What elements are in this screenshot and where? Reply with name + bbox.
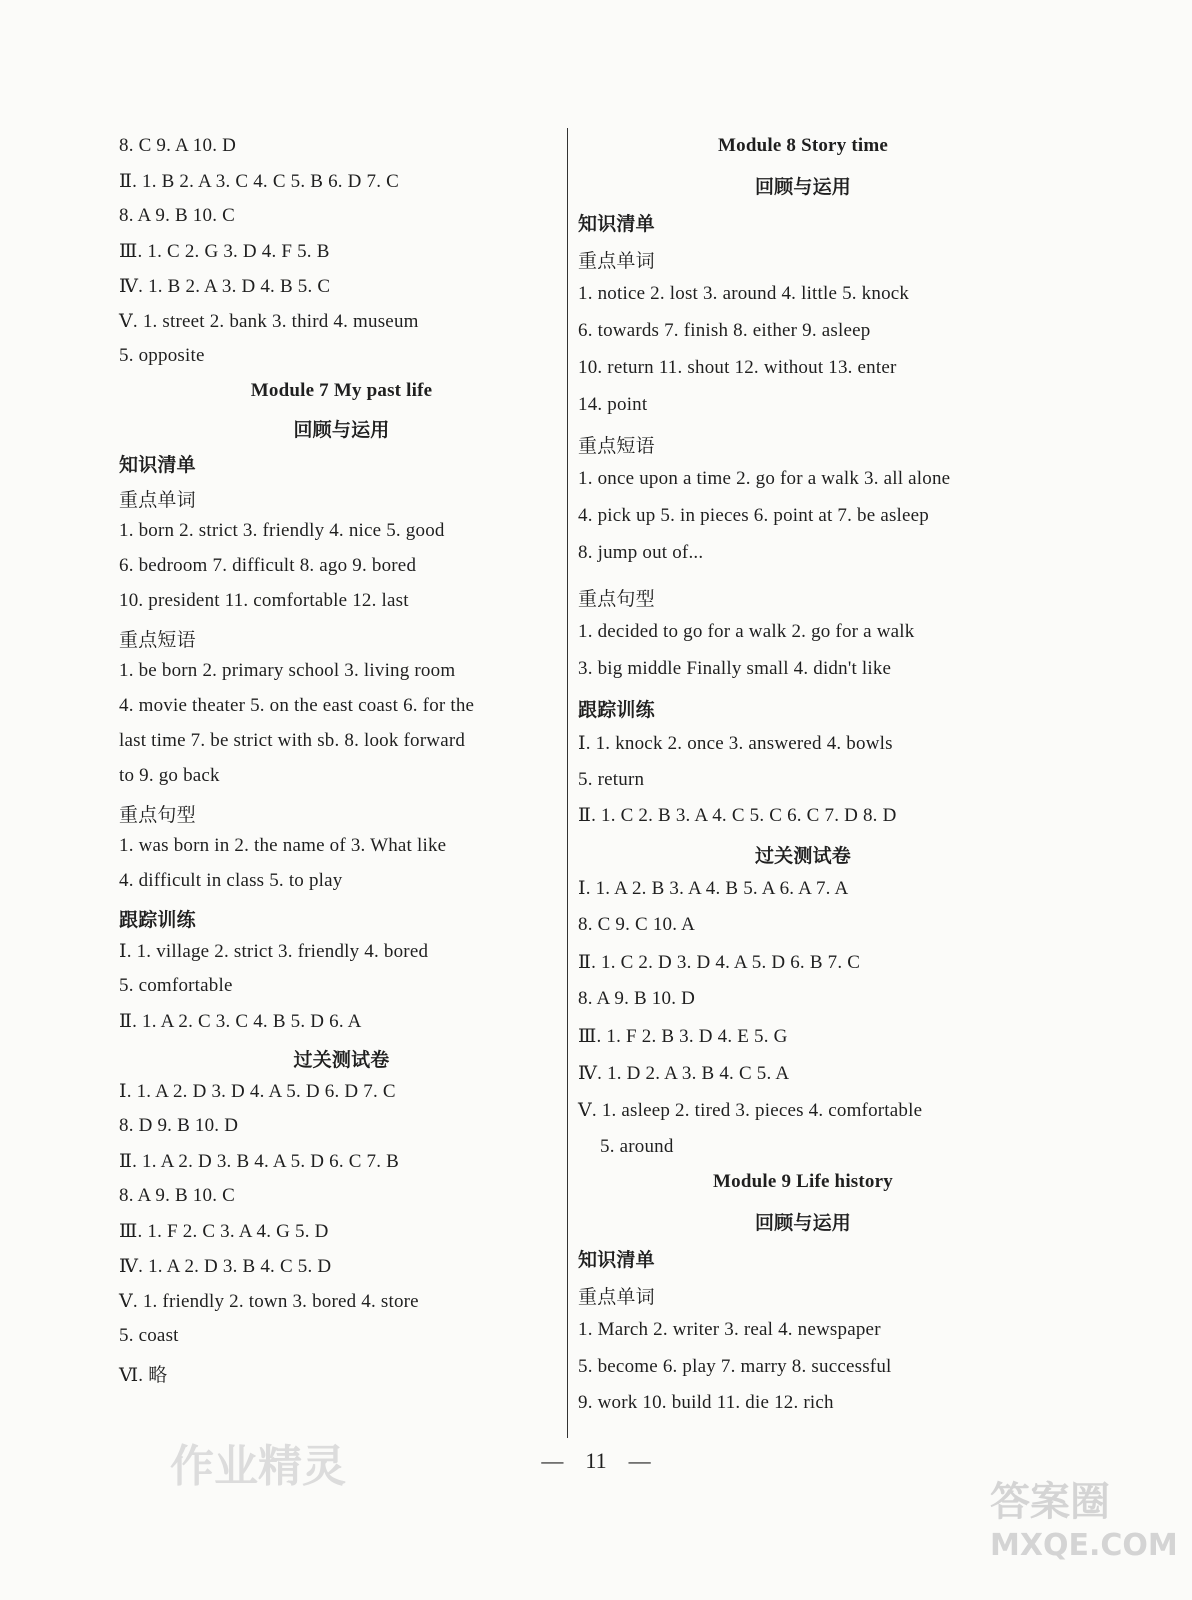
page-number-value: 11 [585, 1448, 607, 1473]
watermark-url: MXQE.COM [990, 1528, 1178, 1563]
section-title: 回顾与运用 [293, 420, 390, 441]
answer-line: 4. pick up 5. in pieces 6. point at 7. be asleep [578, 505, 929, 526]
answer-line: Ⅳ. 1. A 2. D 3. B 4. C 5. D [119, 1256, 332, 1277]
answer-line: Ⅰ. 1. A 2. D 3. D 4. A 5. D 6. D 7. C [119, 1081, 396, 1102]
section-title: Module 8 Story time [717, 135, 889, 156]
answer-line: 1. March 2. writer 3. real 4. newspaper [578, 1319, 881, 1340]
section-title: 回顾与运用 [754, 177, 851, 198]
answer-line: 重点短语 [119, 630, 196, 651]
answer-line: Ⅱ. 1. A 2. C 3. C 4. B 5. D 6. A [119, 1011, 362, 1032]
answer-line: 重点句型 [119, 805, 196, 826]
answer-line: 4. movie theater 5. on the east coast 6. for the [119, 695, 475, 716]
answer-line: 1. was born in 2. the name of 3. What like [119, 835, 447, 856]
answer-line: Ⅱ. 1. C 2. D 3. D 4. A 5. D 6. B 7. C [578, 952, 861, 973]
answer-line: 8. D 9. B 10. D [119, 1115, 239, 1136]
page-number: — 11 — [541, 1448, 651, 1473]
answer-line: Ⅴ. 1. asleep 2. tired 3. pieces 4. comfortable [578, 1100, 923, 1121]
answer-line: Ⅲ. 1. C 2. G 3. D 4. F 5. B [119, 241, 330, 262]
answer-line: 5. around [600, 1136, 674, 1157]
answer-line: last time 7. be strict with sb. 8. look forward [119, 730, 466, 751]
section-title: 过关测试卷 [293, 1050, 390, 1071]
answer-line: Ⅱ. 1. B 2. A 3. C 4. C 5. B 6. D 7. C [119, 171, 400, 192]
answer-line: 5. opposite [119, 345, 205, 366]
answer-line: Ⅰ. 1. village 2. strict 3. friendly 4. bored [119, 941, 429, 962]
section-heading: 知识清单 [578, 214, 655, 235]
answer-line: Ⅱ. 1. C 2. B 3. A 4. C 5. C 6. C 7. D 8. D [578, 805, 897, 826]
answer-line: 重点句型 [578, 589, 655, 610]
answer-line: 5. become 6. play 7. marry 8. successful [578, 1356, 892, 1377]
answer-line: 4. difficult in class 5. to play [119, 870, 343, 891]
answer-line: Ⅴ. 1. street 2. bank 3. third 4. museum [119, 311, 419, 332]
column-divider [567, 128, 568, 1438]
answer-line: Ⅴ. 1. friendly 2. town 3. bored 4. store [119, 1291, 419, 1312]
answer-line: 1. decided to go for a walk 2. go for a walk [578, 621, 915, 642]
answer-line: 8. A 9. B 10. C [119, 1185, 235, 1206]
section-heading: 跟踪训练 [578, 700, 655, 721]
answer-line: 重点单词 [119, 490, 196, 511]
answer-line: Ⅰ. 1. knock 2. once 3. answered 4. bowls [578, 733, 893, 754]
answer-line: 3. big middle Finally small 4. didn't like [578, 658, 892, 679]
answer-line: Ⅳ. 1. D 2. A 3. B 4. C 5. A [578, 1063, 790, 1084]
answer-line: 1. be born 2. primary school 3. living room [119, 660, 456, 681]
answer-line: 重点单词 [578, 1287, 655, 1308]
section-title: 回顾与运用 [754, 1213, 851, 1234]
answer-line: 重点单词 [578, 251, 655, 272]
section-title: Module 9 Life history [713, 1171, 893, 1192]
answer-line: 8. A 9. B 10. C [119, 205, 235, 226]
answer-line: 8. A 9. B 10. D [578, 988, 696, 1009]
section-heading: 跟踪训练 [119, 910, 196, 931]
answer-line: 10. return 11. shout 12. without 13. enter [578, 357, 897, 378]
answer-line: 重点短语 [578, 436, 655, 457]
answer-line: to 9. go back [119, 765, 220, 786]
answer-line: Ⅳ. 1. B 2. A 3. D 4. B 5. C [119, 276, 331, 297]
answer-line: 6. towards 7. finish 8. either 9. asleep [578, 320, 871, 341]
answer-line: 6. bedroom 7. difficult 8. ago 9. bored [119, 555, 417, 576]
watermark-text: 作业精灵 [170, 1441, 346, 1492]
answer-line: 8. C 9. A 10. D [119, 135, 237, 156]
section-heading: 知识清单 [578, 1250, 655, 1271]
answer-line: 10. president 11. comfortable 12. last [119, 590, 409, 611]
watermark-logo-text: 答案圈 [990, 1479, 1110, 1525]
answer-line: Ⅰ. 1. A 2. B 3. A 4. B 5. A 6. A 7. A [578, 878, 849, 899]
section-title: 过关测试卷 [754, 846, 851, 867]
section-title: Module 7 My past life [250, 380, 433, 401]
answer-line: Ⅲ. 1. F 2. C 3. A 4. G 5. D [119, 1221, 329, 1242]
answer-line: 14. point [578, 394, 648, 415]
answer-line: Ⅵ. 略 [119, 1365, 168, 1386]
answer-line: 5. return [578, 769, 645, 790]
answer-line: 5. coast [119, 1325, 179, 1346]
answer-line: 1. notice 2. lost 3. around 4. little 5. knock [578, 283, 910, 304]
answer-line: 8. jump out of... [578, 542, 704, 563]
answer-line: 5. comfortable [119, 975, 233, 996]
answer-line: 9. work 10. build 11. die 12. rich [578, 1392, 834, 1413]
answer-line: 1. born 2. strict 3. friendly 4. nice 5. good [119, 520, 445, 541]
answer-line: 8. C 9. C 10. A [578, 914, 696, 935]
answer-line: Ⅲ. 1. F 2. B 3. D 4. E 5. G [578, 1026, 788, 1047]
answer-line: 1. once upon a time 2. go for a walk 3. all alone [578, 468, 951, 489]
answer-line: Ⅱ. 1. A 2. D 3. B 4. A 5. D 6. C 7. B [119, 1151, 400, 1172]
section-heading: 知识清单 [119, 455, 196, 476]
